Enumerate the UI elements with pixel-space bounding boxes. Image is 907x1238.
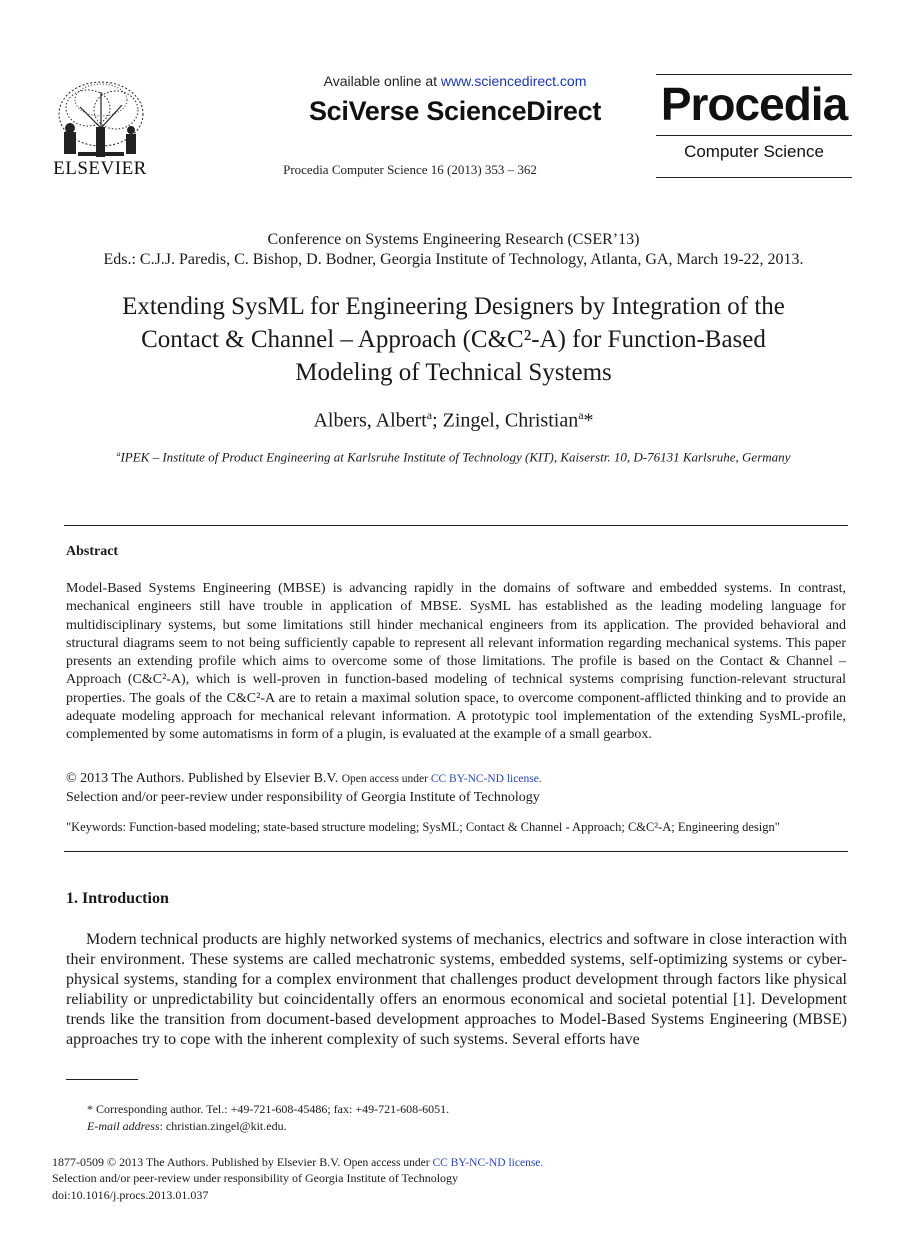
footnote-divider <box>66 1079 138 1080</box>
journal-logo-divider <box>656 135 852 136</box>
author-name: Albers, Albert <box>313 409 427 432</box>
copyright-text: © 2013 The Authors. Published by Elsevier B.V. <box>66 771 342 786</box>
paper-title-line: Modeling of Technical Systems <box>295 359 612 386</box>
journal-reference: Procedia Computer Science 16 (2013) 353 – 362 <box>283 162 537 177</box>
paper-title-line: Extending SysML for Engineering Designers by Integration of the <box>122 293 785 320</box>
corresponding-author-footnote: * Corresponding author. Tel.: +49-721-608-45486; fax: +49-721-608-6051. <box>87 1102 450 1116</box>
affiliation <box>40 449 867 465</box>
author-affiliation-mark: a <box>426 408 433 422</box>
license-link[interactable]: CC BY-NC-ND license. <box>430 773 542 785</box>
author-name: Zingel, Christian <box>442 409 579 432</box>
journal-logo <box>656 74 852 178</box>
author-separator: ; <box>432 409 443 432</box>
affiliation-mark: a <box>116 449 121 458</box>
abstract-bottom-divider <box>64 851 848 852</box>
abstract-copyright <box>66 771 542 787</box>
affiliation-text: IPEK – Institute of Product Engineering at Karlsruhe Institute of Technology (KIT), Kaiserstr. 10, D-76131 Karlsruhe, Germany <box>120 449 791 465</box>
email-footnote <box>87 1119 287 1134</box>
introduction-text: Modern technical products are highly networked systems of mechanics, electrics and software in close interaction with their environment. These systems are called mechatronic systems, embedded systems, self-optimizing systems or cyber-physical systems, standing for a complex environment that challenges product development through factors like physical reliability or unpredictability but coincidentally offers an enormous economical and societal potential [1]. Development trends like the transition from document-based development approaches to Model-Based Systems Engineering (MBSE) approaches try to cope with the inherent complexity of such systems. Several efforts have <box>66 931 847 1048</box>
footer-license-link[interactable]: CC BY-NC-ND license. <box>432 1157 544 1169</box>
author-list <box>40 408 867 433</box>
footer-open-access: Open access under <box>343 1157 433 1169</box>
author-affiliation-mark: a <box>578 408 584 422</box>
email-value: : christian.zingel@kit.edu. <box>159 1119 287 1133</box>
platform-name: SciVerse ScienceDirect <box>308 96 602 126</box>
journal-logo-word: Procedia <box>660 78 848 130</box>
keywords: "Keywords: Function-based modeling; state-based structure modeling; SysML; Contact & Channel - Approach; C&C²-A; Engineering design" <box>66 820 780 834</box>
open-access-text: Open access under <box>341 773 431 785</box>
footer-issn-text: 1877-0509 © 2013 The Authors. Published by Elsevier B.V. <box>52 1155 344 1169</box>
publisher-name: ELSEVIER <box>53 158 147 179</box>
conference-name: Conference on Systems Engineering Research (CSER’13) <box>267 231 640 248</box>
section-heading: 1. Introduction <box>66 890 169 907</box>
email-label: E-mail address <box>87 1119 160 1133</box>
abstract-top-divider <box>64 525 848 526</box>
footer-selection: Selection and/or peer-review under responsibility of Georgia Institute of Technology <box>52 1171 459 1185</box>
journal-logo-sub: Computer Science <box>684 142 824 161</box>
abstract-heading: Abstract <box>66 544 119 559</box>
sciencedirect-link[interactable]: www.sciencedirect.com <box>440 73 587 89</box>
paper-title <box>40 290 867 389</box>
corresponding-author-mark: * <box>583 409 594 432</box>
abstract-body: Model-Based Systems Engineering (MBSE) is advancing rapidly in the domains of software and embedded systems. In contrast, mechanical engineers still have trouble in application of MBSE. SysML has established as the leading modeling language for multidisciplinary systems, but some limitations still hinder mechanical engineers from its application. The provided behavioral and structural diagrams seem to not being sufficiently capable to represent all relevant information regarding mechanical systems. This paper presents an extending profile which aims to overcome some of those limitations. The profile is based on the Contact & Channel – Approach (C&C²-A), which is well-proven in function-based modeling of technical systems comprising function-relevant structural properties. The goals of the C&C²-A are to retain a maximal solution space, to overcome component-afflicted thinking and to provide an adequate modeling approach for mechanical relevant information. A prototypic tool implementation of the extending SysML-profile, complemented by some automatisms in form of a plugin, is evaluated at the example of a small gearbox. <box>66 581 846 743</box>
available-online-prefix: Available online at <box>323 73 441 89</box>
footer-issn <box>52 1155 543 1170</box>
abstract-selection: Selection and/or peer-review under responsibility of Georgia Institute of Technology <box>66 790 540 805</box>
available-online-line <box>220 73 690 89</box>
conference-editors: Eds.: C.J.J. Paredis, C. Bishop, D. Bodner, Georgia Institute of Technology, Atlanta, GA, March 19-22, 2013. <box>103 251 804 268</box>
paper-title-line: Contact & Channel – Approach (C&C²-A) for Function-Based <box>141 326 766 353</box>
introduction-body <box>66 930 847 1050</box>
footer-doi: doi:10.1016/j.procs.2013.01.037 <box>52 1188 209 1202</box>
